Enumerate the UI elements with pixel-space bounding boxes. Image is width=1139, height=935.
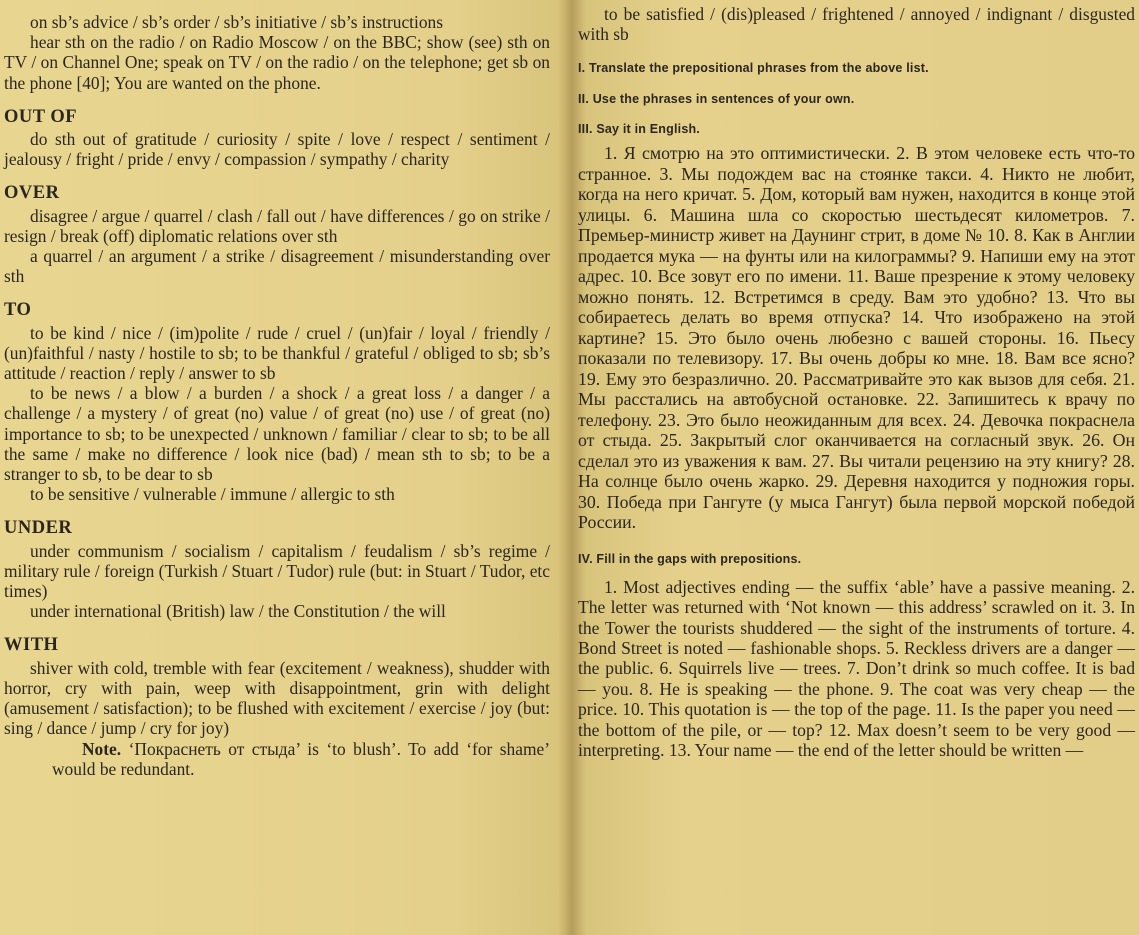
section-text: a quarrel / an argument / a strike / disagreement / misunderstanding over sth — [4, 246, 550, 287]
exercise-heading-2: II. Use the phrases in sentences of your own. — [578, 91, 855, 106]
section-text: shiver with cold, tremble with fear (excitement / weakness), shudder with horror, cry with pain, weep with disappointment, grin with delight (amusement / satisfaction); to be flushed with excitement / exercise / joy (but: sing / dance / jump / cry for joy) — [4, 657, 550, 739]
note-label: Note. — [82, 738, 122, 759]
right-page — [570, 0, 1139, 935]
section-text: to be news / a blow / a burden / a shock / a great loss / a danger / a challenge / a mystery / of great (no) value / of great (no) use / of great (no) importance to sb; to be unexpected / unknown / familiar / clear to sb; to be all the same / make no difference / look nice (bad) / mean sth to sb; to be a stranger to sb, to be dear to sb — [4, 383, 550, 485]
section-heading-out-of: OUT OF — [4, 106, 78, 127]
intro-paragraph: to be satisfied / (dis)pleased / frightened / annoyed / indignant / disgusted with sb — [578, 4, 1135, 45]
section-heading-over: OVER — [4, 183, 60, 204]
exercise-heading-3: III. Say it in English. — [578, 121, 700, 136]
exercise-4-text: 1. Most adjectives ending — the suffix ‘able’ have a passive meaning. 2. The letter was returned with ‘Not known — this address’ scrawled on it. 3. In the Tower the tourists shuddered — the sight of the instruments of torture. 4. Bond Street is noted — fashionable shops. 5. Reckless drivers are a danger — the public. 6. Squirrels live — trees. 7. Don’t drink so much coffee. It is bad — you. 8. He is speaking — the phone. 9. The coat was very cheap — the price. 10. This quotation is — the top of the page. 11. Is the paper you need — the bottom of the pile, or — top? 12. Max doesn’t seem to be very good — interpreting. 13. Your name — the end of the letter should be written — — [578, 576, 1135, 760]
intro-paragraph: hear sth on the radio / on Radio Moscow / on the BBC; show (see) sth on TV / on Channel One; speak on TV / on the radio / on the telephone; get sb on the phone [40]; You are wanted on the phone. — [4, 32, 550, 93]
left-page — [0, 0, 560, 935]
section-text: to be sensitive / vulnerable / immune / allergic to sth — [30, 484, 395, 505]
exercise-heading-1: I. Translate the prepositional phrases from the above list. — [578, 61, 929, 76]
intro-line: on sb’s advice / sb’s order / sb’s initiative / sb’s instructions — [30, 12, 444, 32]
section-text: under international (British) law / the Constitution / the will — [30, 601, 446, 622]
section-text: to be kind / nice / (im)polite / rude / cruel / (un)fair / loyal / friendly / (un)faithful / nasty / hostile to sb; to be thankful / grateful / obliged to sb; sb’s attitude / reaction / reply / answer to sb — [4, 322, 550, 384]
section-text: do sth out of gratitude / curiosity / spite / love / respect / sentiment / jealousy / fright / pride / envy / compassion / sympathy / charity — [4, 129, 550, 170]
section-text: under communism / socialism / capitalism / feudalism / sb’s regime / military rule / foreign (Turkish / Stuart / Tudor) rule (but: in Stuart / Tudor, etc times) — [4, 540, 550, 602]
note-text: ‘Покраснеть от стыда’ is ‘to blush’. To add ‘for shame’ would be redundant. — [52, 738, 550, 779]
exercise-heading-4: IV. Fill in the gaps with prepositions. — [578, 551, 802, 566]
section-heading-to: TO — [4, 300, 32, 321]
note — [4, 739, 550, 779]
section-heading-with: WITH — [4, 635, 59, 656]
exercise-3-text: 1. Я смотрю на это оптимистически. 2. В этом человеке есть что-то странное. 3. Мы подождем вас на стоянке такси. 4. Никто не любит, когда на него кричат. 5. Дом, который вам нужен, находится в конце этой улицы. 6. Машина шла со скоростью шестьдесят километров. 7. Премьер-министр живет на Даунинг стрит, в доме № 10. 8. Как в Англии продается мука — на фунты или на килограммы? 9. Напиши ему на этот адрес. 10. Все зовут его по имени. 11. Ваше презрение к этому человеку можно понять. 12. Встретимся в среду. Вам это удобно? 13. Что вы собираетесь делать во время отпуска? 14. Что изображено на этой картине? 15. Это было очень любезно с вашей стороны. 16. Пьесу показали по телевизору. 17. Вы очень добры ко мне. 18. Вам все ясно? 19. Ему это безразлично. 20. Рассматривайте это как вызов для себя. 21. Мы расстались на автобусной остановке. 22. Запишитесь к врачу по телефону. 23. Это было неожиданным для всех. 24. Девочка покраснела от стыда. 25. Закрытый слог оканчивается на согласный звук. 26. Он сделал это из уважения к вам. 27. Вы читали рецензию на эту книгу? 28. На солнце было очень жарко. 29. Деревня находится у подножия горы. 30. Победа при Гангуте (у мыса Гангут) была первой морской победой России. — [578, 143, 1135, 533]
section-heading-under: UNDER — [4, 518, 73, 539]
section-text: disagree / argue / quarrel / clash / fall out / have differences / go on strike / resign / break (off) diplomatic relations over sth — [4, 205, 550, 246]
